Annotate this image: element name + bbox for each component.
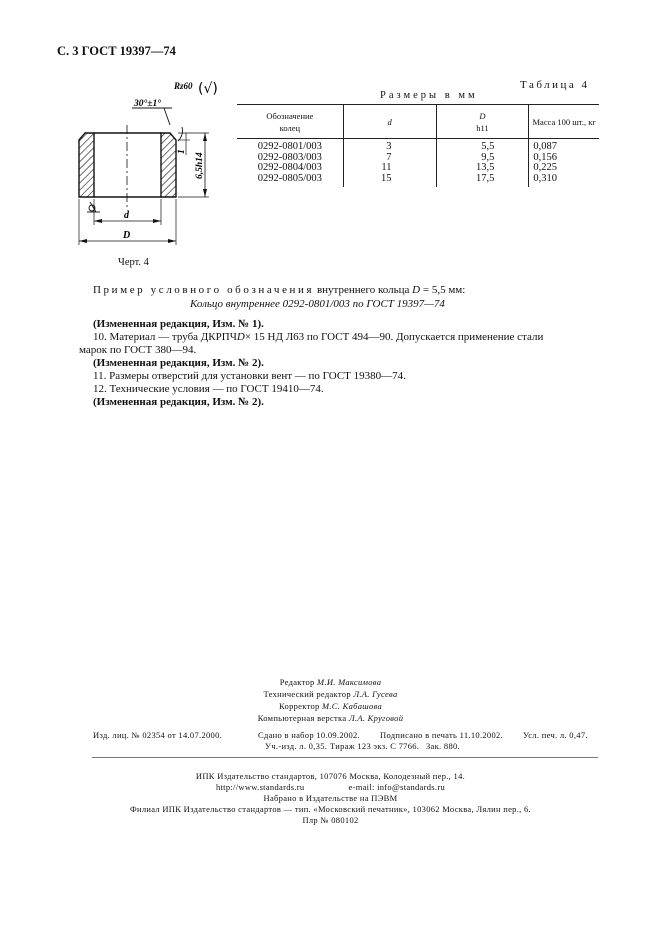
chamfer-label: 30°±1° — [134, 99, 162, 109]
rings-table — [237, 104, 599, 187]
cell-D: 17,5 — [436, 174, 529, 188]
ring-drawing — [60, 75, 230, 255]
email-address: e-mail: info@standards.ru — [348, 782, 446, 792]
order-number: Зак. 880. — [426, 741, 460, 751]
publisher-block — [0, 770, 661, 825]
tech-editor-line: Технический редактор Л.А. Гусева — [263, 689, 398, 699]
cell-mass: 0,156 — [529, 153, 599, 164]
cell-designation: 0292-0801/003 — [257, 141, 322, 152]
signed-date: Подписано в печать 11.10.2002. — [380, 730, 503, 740]
drawing-caption: Черт. 4 — [118, 257, 149, 268]
branch-address: Филиал ИПК Издательство стандартов — тип. «Московский печатник», 103062 Москва, Лялин пер., 6. — [130, 804, 531, 814]
height-dimension: 6,5h14 — [195, 152, 205, 179]
layout-line: Компьютерная верстка Л.А. Круговой — [257, 713, 404, 723]
cell-D: 5,5 — [436, 139, 529, 153]
cell-d: 7 — [343, 153, 436, 164]
publisher-address: ИПК Издательство стандартов, 107076 Москва, Колодезный пер., 14. — [195, 771, 466, 781]
table-row — [237, 174, 599, 188]
table-header-row — [237, 105, 599, 139]
example-prefix: Пример условного обозначения — [93, 284, 315, 296]
cell-mass: 0,087 — [529, 139, 599, 153]
table-row — [237, 139, 599, 153]
print-run: Тираж 123 экз. С 7766. — [330, 741, 420, 751]
col-mass: Масса 100 шт., кг — [529, 105, 599, 139]
cell-d: 15 — [343, 174, 436, 188]
typed-note: Набрано в Издательстве на ПЭВМ — [263, 793, 398, 803]
cell-d: 3 — [343, 139, 436, 153]
example-designation: Кольцо внутреннее 0292-0801/003 по ГОСТ 19397—74 — [190, 298, 445, 310]
cell-D: 13,5 — [436, 163, 529, 174]
paragraph-10: 10. Материал — труба ДКРПЧD× 15 НД Л63 по ГОСТ 494—90. Допускается применение стали — [93, 331, 544, 343]
cell-d: 11 — [343, 163, 436, 174]
edition-note-3: (Измененная редакция, Изм. № 2). — [93, 396, 264, 408]
cell-mass: 0,310 — [529, 174, 599, 188]
cell-designation: 0292-0804/003 — [257, 162, 322, 173]
paragraph-11: 11. Размеры отверстий для установки вент — по ГОСТ 19380—74. — [93, 370, 406, 382]
paragraph-10-continued: марок по ГОСТ 380—94. — [79, 344, 197, 356]
license-info: Изд. лиц. № 02354 от 14.07.2000. — [93, 730, 223, 740]
publisher-contacts — [0, 781, 661, 792]
inner-diameter-label: d — [124, 210, 129, 221]
example-value: = 5,5 мм: — [420, 284, 466, 296]
imprint-divider — [92, 757, 598, 758]
cell-mass: 0,225 — [529, 163, 599, 174]
outer-diameter-label: D — [123, 230, 131, 241]
cell-designation: 0292-0805/003 — [257, 172, 322, 184]
typeset-date: Сдано в набор 10.09.2002. — [258, 730, 360, 740]
table-row — [237, 163, 599, 174]
cell-D: 9,5 — [436, 153, 529, 164]
edition-note-2: (Измененная редакция, Изм. № 2). — [93, 357, 264, 369]
print-sheets: Усл. печ. л. 0,47. — [523, 730, 588, 740]
roughness-mark: Rz60 — [174, 81, 193, 91]
editor-line: Редактор М.И. Максимова — [279, 677, 382, 687]
editors-block — [0, 676, 661, 724]
example-line — [93, 284, 465, 297]
edition-note-1: (Измененная редакция, Изм. № 1). — [93, 318, 264, 330]
ring-section — [79, 125, 176, 207]
chamfer-length: 1 — [177, 149, 187, 154]
table-label: Таблица 4 — [520, 79, 590, 91]
example-var: D — [412, 284, 421, 296]
example-suffix: внутреннего кольца — [314, 284, 413, 296]
col-D: D h11 — [436, 105, 529, 139]
pub-sheets: Уч.-изд. л. 0,35. — [265, 741, 328, 751]
plr-number: Плр № 080102 — [302, 815, 359, 825]
col-designation: Обозначение колец — [237, 105, 343, 139]
corrector-line: Корректор М.С. Кабашова — [278, 701, 382, 711]
col-d: d — [343, 105, 436, 139]
page-header: С. 3 ГОСТ 19397—74 — [57, 44, 176, 58]
cell-designation: 0292-0803/003 — [257, 151, 322, 163]
table-caption: Размеры в мм — [380, 90, 478, 101]
roughness-symbol: (√) — [198, 81, 218, 97]
paragraph-12: 12. Технические условия — по ГОСТ 19410—74. — [93, 383, 324, 395]
website-link: http://www.standards.ru — [215, 782, 305, 792]
